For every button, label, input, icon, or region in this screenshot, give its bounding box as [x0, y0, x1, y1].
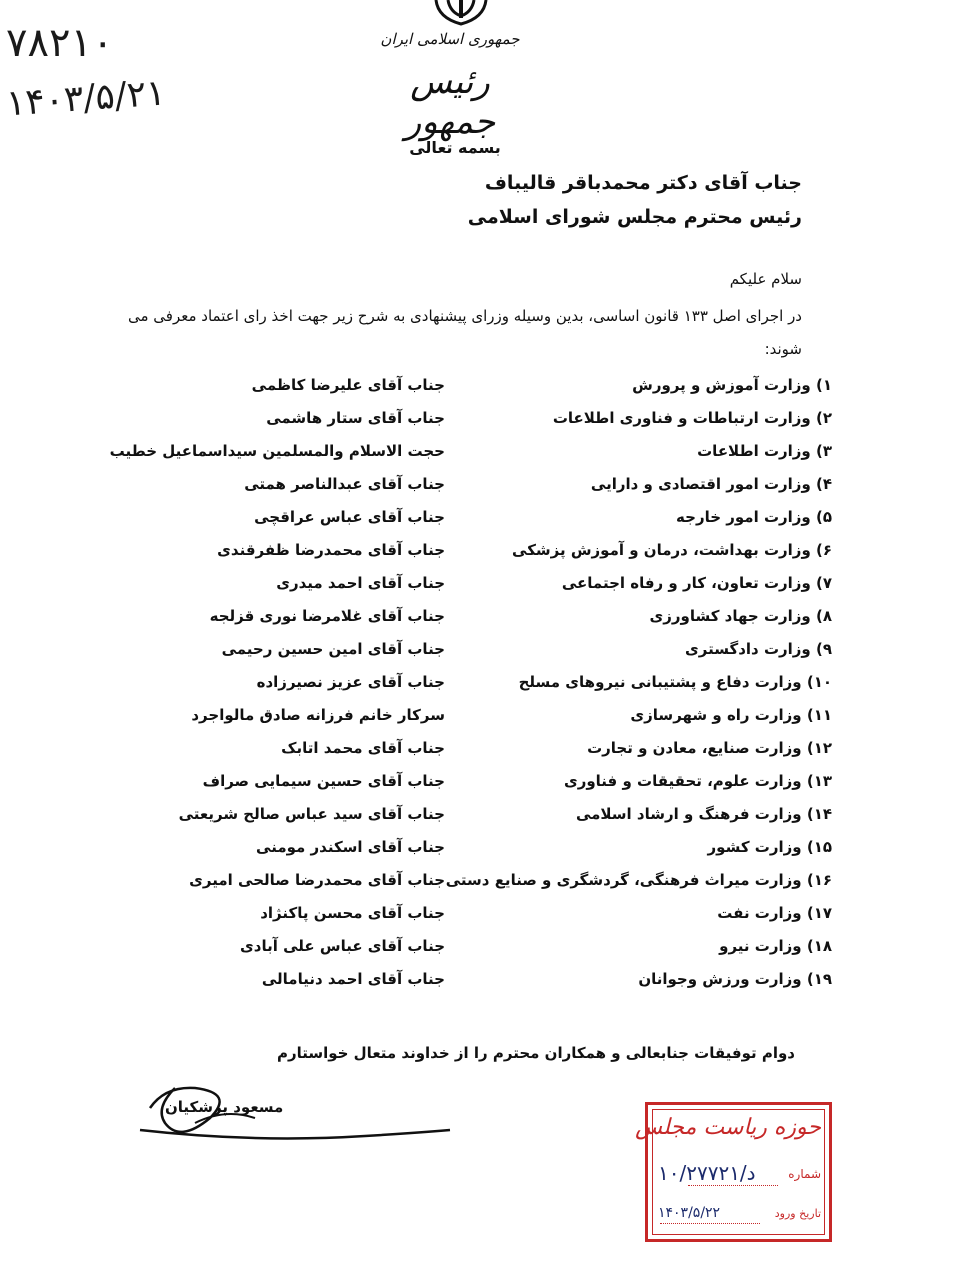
minister-name: جناب آقای عباس عراقچی [254, 508, 445, 526]
closing-line: دوام توفیقات جنابعالی و همکاران محترم را از خداوند متعال خواستارم [276, 1044, 795, 1062]
stamp-date-label: تاریخ ورود [774, 1207, 821, 1220]
stamp-dotted-line [660, 1223, 760, 1224]
ministry-name: ۲) وزارت ارتباطات و فناوری اطلاعات [552, 409, 832, 427]
ministry-name: ۱۹) وزارت ورزش وجوانان [638, 970, 832, 988]
minister-name: حجت الاسلام والمسلمین سیداسماعیل خطیب [109, 442, 445, 460]
ministry-name: ۱۷) وزارت نفت [717, 904, 832, 922]
minister-name: جناب آقای محمدرضا ظفرقندی [217, 541, 445, 559]
ministry-name: ۱۳) وزارت علوم، تحقیقات و فناوری [563, 772, 832, 790]
addressee-title: رئیس محترم مجلس شورای اسلامی [467, 206, 802, 228]
ministry-name: ۱۲) وزارت صنایع، معادن و تجارت [587, 739, 832, 757]
list-item [0, 937, 960, 969]
ministry-name: ۵) وزارت امور خارجه [676, 508, 832, 526]
minister-name: جناب آقای عباس علی آبادی [240, 937, 445, 955]
ministers-list [0, 376, 960, 1006]
ministry-name: ۱۶) وزارت میراث فرهنگی، گردشگری و صنایع دستی [445, 871, 832, 889]
stamp-date-value: ۱۴۰۳/۵/۲۲ [658, 1205, 721, 1221]
minister-name: جناب آقای سید عباس صالح شریعتی [178, 805, 445, 823]
ministry-name: ۴) وزارت امور اقتصادی و دارایی [590, 475, 832, 493]
minister-name: جناب آقای غلامرضا نوری قزلجه [209, 607, 445, 625]
list-item [0, 574, 960, 606]
minister-name: جناب آقای محمدرضا صالحی امیری [189, 871, 445, 889]
addressee-name: جناب آقای دکتر محمدباقر قالیباف [484, 172, 802, 194]
handwritten-registration-date: ۱۴۰۳/۵/۲۱ [4, 72, 167, 125]
minister-name: جناب آقای امین حسین رحیمی [221, 640, 445, 658]
ministry-name: ۸) وزارت جهاد کشاورزی [649, 607, 832, 625]
ministry-name: ۷) وزارت تعاون، کار و رفاه اجتماعی [561, 574, 832, 592]
stamp-number-value: ۱۰/۲۷۷۲۱/د [658, 1161, 756, 1185]
minister-name: سرکار خانم فرزانه صادق مالواجرد [191, 706, 445, 724]
list-item [0, 409, 960, 441]
list-item [0, 607, 960, 639]
intro-paragraph: در اجرای اصل ۱۳۳ قانون اساسی، بدین وسیله وزرای پیشنهادی به شرح زیر جهت اخذ رای اعتماد معرفی می شوند: [128, 307, 802, 358]
minister-name: جناب آقای عبدالناصر همتی [244, 475, 445, 493]
letterhead-office: رئیس جمهور [404, 62, 496, 142]
stamp-dotted-line [688, 1185, 778, 1186]
list-item [0, 475, 960, 507]
minister-name: جناب آقای احمد میدری [276, 574, 445, 592]
list-item [0, 673, 960, 705]
list-item [0, 871, 960, 903]
list-item [0, 706, 960, 738]
minister-name: جناب آقای اسکندر مومنی [256, 838, 445, 856]
minister-name: جناب آقای علیرضا کاظمی [251, 376, 445, 394]
invocation: بسمه تعالی [409, 138, 501, 157]
ministry-name: ۱۵) وزارت کشور [707, 838, 832, 856]
ministry-name: ۳) وزارت اطلاعات [697, 442, 832, 460]
list-item [0, 739, 960, 771]
minister-name: جناب آقای محسن پاکنژاد [260, 904, 445, 922]
list-item [0, 838, 960, 870]
list-item [0, 508, 960, 540]
minister-name: جناب آقای احمد دنیامالی [261, 970, 445, 988]
handwritten-registration-number: ۷۸۲۱۰ [6, 20, 114, 66]
list-item [0, 805, 960, 837]
list-item [0, 640, 960, 672]
minister-name: جناب آقای ستار هاشمی [266, 409, 445, 427]
ministry-name: ۱۱) وزارت راه و شهرسازی [630, 706, 832, 724]
list-item [0, 970, 960, 1002]
list-item [0, 772, 960, 804]
signer-name: مسعود پزشکیان [165, 1098, 284, 1116]
stamp-number-label: شماره [788, 1167, 821, 1181]
ministry-name: ۱۸) وزارت نیرو [719, 937, 832, 955]
list-item [0, 442, 960, 474]
minister-name: جناب آقای عزیز نصیرزاده [256, 673, 445, 691]
ministry-name: ۱۴) وزارت فرهنگ و ارشاد اسلامی [575, 805, 832, 823]
ministry-name: ۹) وزارت دادگستری [685, 640, 832, 658]
ministry-name: ۱) وزارت آموزش و پرورش [632, 376, 832, 394]
emblem-icon [430, 0, 492, 26]
ministry-name: ۱۰) وزارت دفاع و پشتیبانی نیروهای مسلح [518, 673, 832, 691]
minister-name: جناب آقای حسین سیمایی صراف [202, 772, 445, 790]
parliament-receipt-stamp [635, 1102, 832, 1242]
list-item [0, 376, 960, 408]
ministry-name: ۶) وزارت بهداشت، درمان و آموزش پزشکی [512, 541, 832, 559]
greeting: سلام علیکم [729, 270, 802, 288]
list-item [0, 541, 960, 573]
stamp-title: حوزه ریاست مجلس [635, 1115, 821, 1140]
letterhead-country: جمهوری اسلامی ایران [380, 30, 520, 48]
minister-name: جناب آقای محمد اتابک [281, 739, 445, 757]
list-item [0, 904, 960, 936]
